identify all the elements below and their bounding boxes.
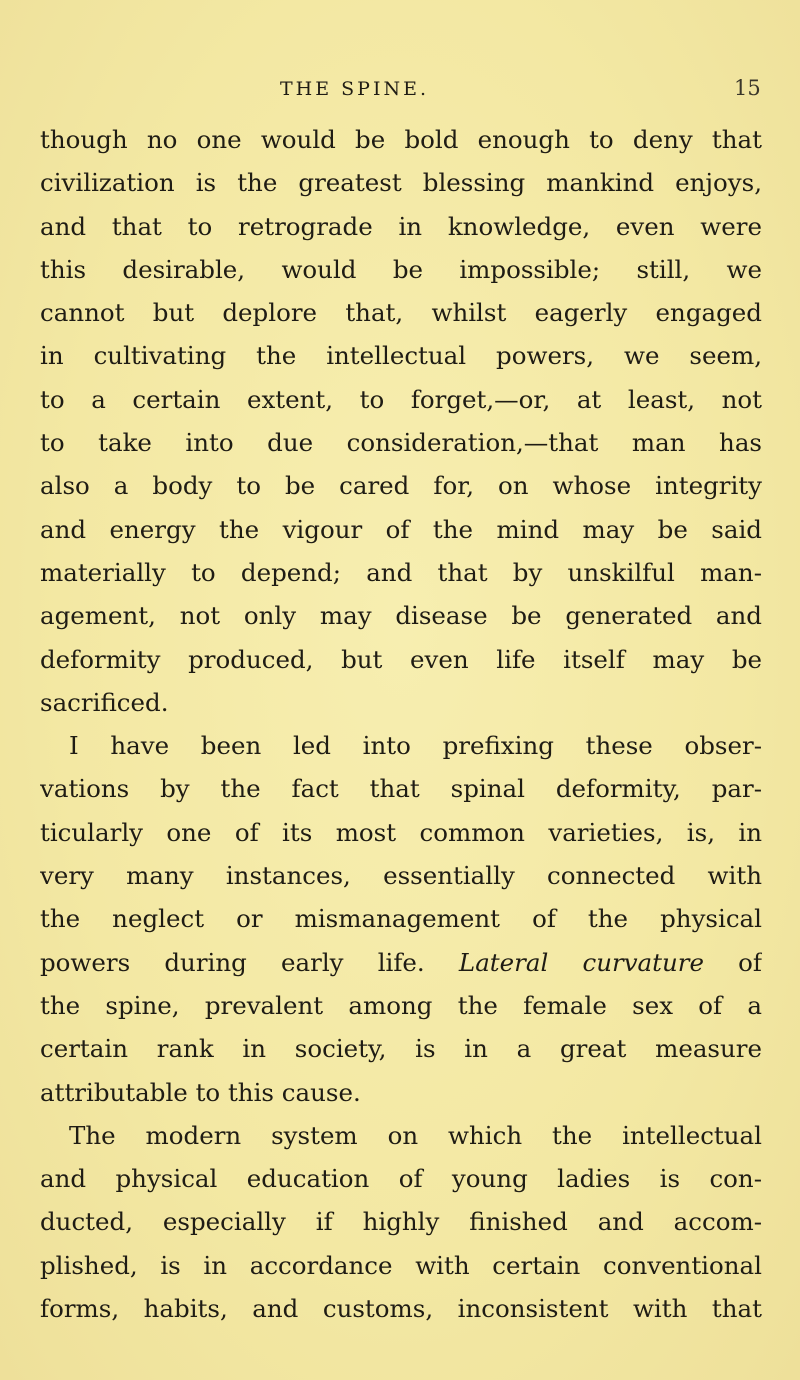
text-segment: of	[738, 947, 762, 977]
text-line: sacrificed.	[40, 687, 169, 717]
text-line: and physical education of young ladies is con-	[40, 1164, 762, 1194]
text-line: and that to retrograde in knowledge, even were	[40, 211, 762, 241]
text-line: in cultivating the intellectual powers, we seem,	[40, 341, 762, 371]
text-line: deformity produced, but even life itself may be	[40, 644, 762, 674]
running-head	[0, 78, 800, 108]
text-line: the neglect or mismanagement of the physical	[40, 904, 762, 934]
text-line: ticularly one of its most common varieties, is, in	[40, 817, 762, 847]
text-line: attributable to this cause.	[40, 1077, 361, 1107]
text-line: civilization is the greatest blessing mankind enjoys,	[40, 168, 762, 198]
body-text	[40, 118, 762, 1330]
paragraph-start-line: The modern system on which the intellectual	[69, 1120, 762, 1150]
text-line: forms, habits, and customs, inconsistent with that	[40, 1294, 762, 1324]
text-line: to take into due consideration,—that man has	[40, 428, 762, 458]
text-line: also a body to be cared for, on whose integrity	[40, 471, 762, 501]
text-line: cannot but deplore that, whilst eagerly engaged	[40, 298, 762, 328]
text-line: certain rank in society, is in a great measure	[40, 1034, 762, 1064]
text-line: vations by the fact that spinal deformity, par-	[40, 774, 762, 804]
paragraph-start-line: I have been led into prefixing these obser-	[69, 731, 762, 761]
text-line-with-italic	[40, 941, 762, 984]
text-line: ducted, especially if highly finished and accom-	[40, 1207, 762, 1237]
text-line: the spine, prevalent among the female sex of a	[40, 990, 762, 1020]
text-line: and energy the vigour of the mind may be said	[40, 514, 762, 544]
italic-term: Lateral curvature	[458, 947, 704, 977]
text-line: agement, not only may disease be generated and	[40, 601, 762, 631]
text-line: materially to depend; and that by unskilful man-	[40, 557, 762, 587]
text-segment: powers during early life.	[40, 947, 425, 977]
page-number: 15	[734, 76, 761, 100]
text-line: this desirable, would be impossible; still, we	[40, 254, 762, 284]
text-line: very many instances, essentially connected with	[40, 861, 762, 891]
text-line: to a certain extent, to forget,—or, at least, not	[40, 384, 762, 414]
running-head-title: THE SPINE.	[280, 78, 429, 100]
text-line: though no one would be bold enough to deny that	[40, 125, 762, 154]
text-line: plished, is in accordance with certain conventional	[40, 1250, 762, 1280]
